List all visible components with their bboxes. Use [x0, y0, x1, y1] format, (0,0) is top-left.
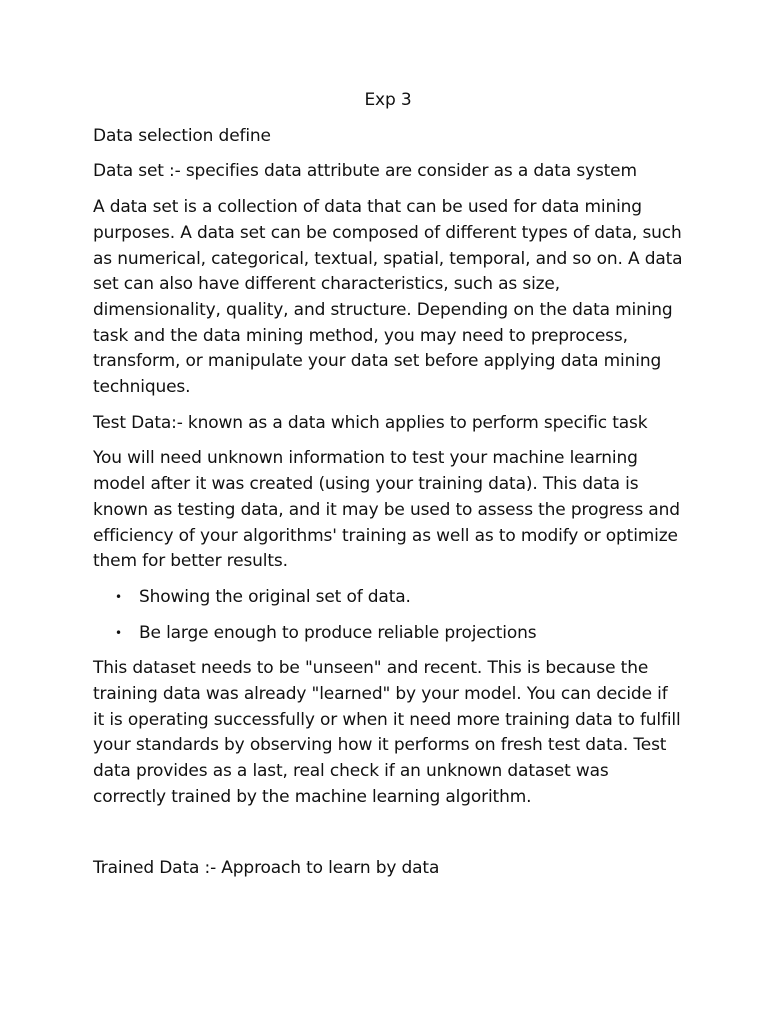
paragraph-data-set-definition: Data set :- specifies data attribute are consider as a data system [93, 161, 637, 182]
list-item [93, 585, 683, 611]
paragraph-test-data-description: You will need unknown information to test your machine learning model after it was created (using your training data). This data is known as testing data, and it may be used to assess the progress and efficiency of your algorithms' training as well as to modify or optimize them for better results. [93, 448, 680, 572]
list-item-text: Be large enough to produce reliable projections [139, 622, 537, 643]
list-item [93, 621, 683, 647]
paragraph-trained-data-definition: Trained Data :- Approach to learn by data [93, 858, 440, 879]
paragraph-unseen-dataset: This dataset needs to be "unseen" and recent. This is because the training data was already "learned" by your model. You can decide if it is operating successfully or when it need more training data to fulfill your standards by observing how it performs on fresh test data. Test data provides as a last, real check if an unknown dataset was correctly trained by the machine learning algorithm. [93, 658, 681, 807]
paragraph-data-set-description: A data set is a collection of data that can be used for data mining purposes. A data set can be composed of different types of data, such as numerical, categorical, textual, spatial, temporal, and so on. A data set can also have different characteristics, such as size, dimensionality, quality, and structure. Depending on the data mining task and the data mining method, you may need to preprocess, transform, or manipulate your data set before applying data mining techniques. [93, 197, 683, 398]
empty-line [93, 821, 683, 847]
bullet-icon: • [115, 589, 122, 604]
bullet-list [93, 585, 683, 646]
document-page [93, 88, 683, 892]
list-item-text: Showing the original set of data. [139, 586, 411, 607]
bullet-icon: • [115, 625, 122, 640]
paragraph-data-selection: Data selection define [93, 125, 271, 146]
paragraph-test-data-definition: Test Data:- known as a data which applies to perform specific task [93, 412, 648, 433]
document-title: Exp 3 [364, 90, 412, 110]
